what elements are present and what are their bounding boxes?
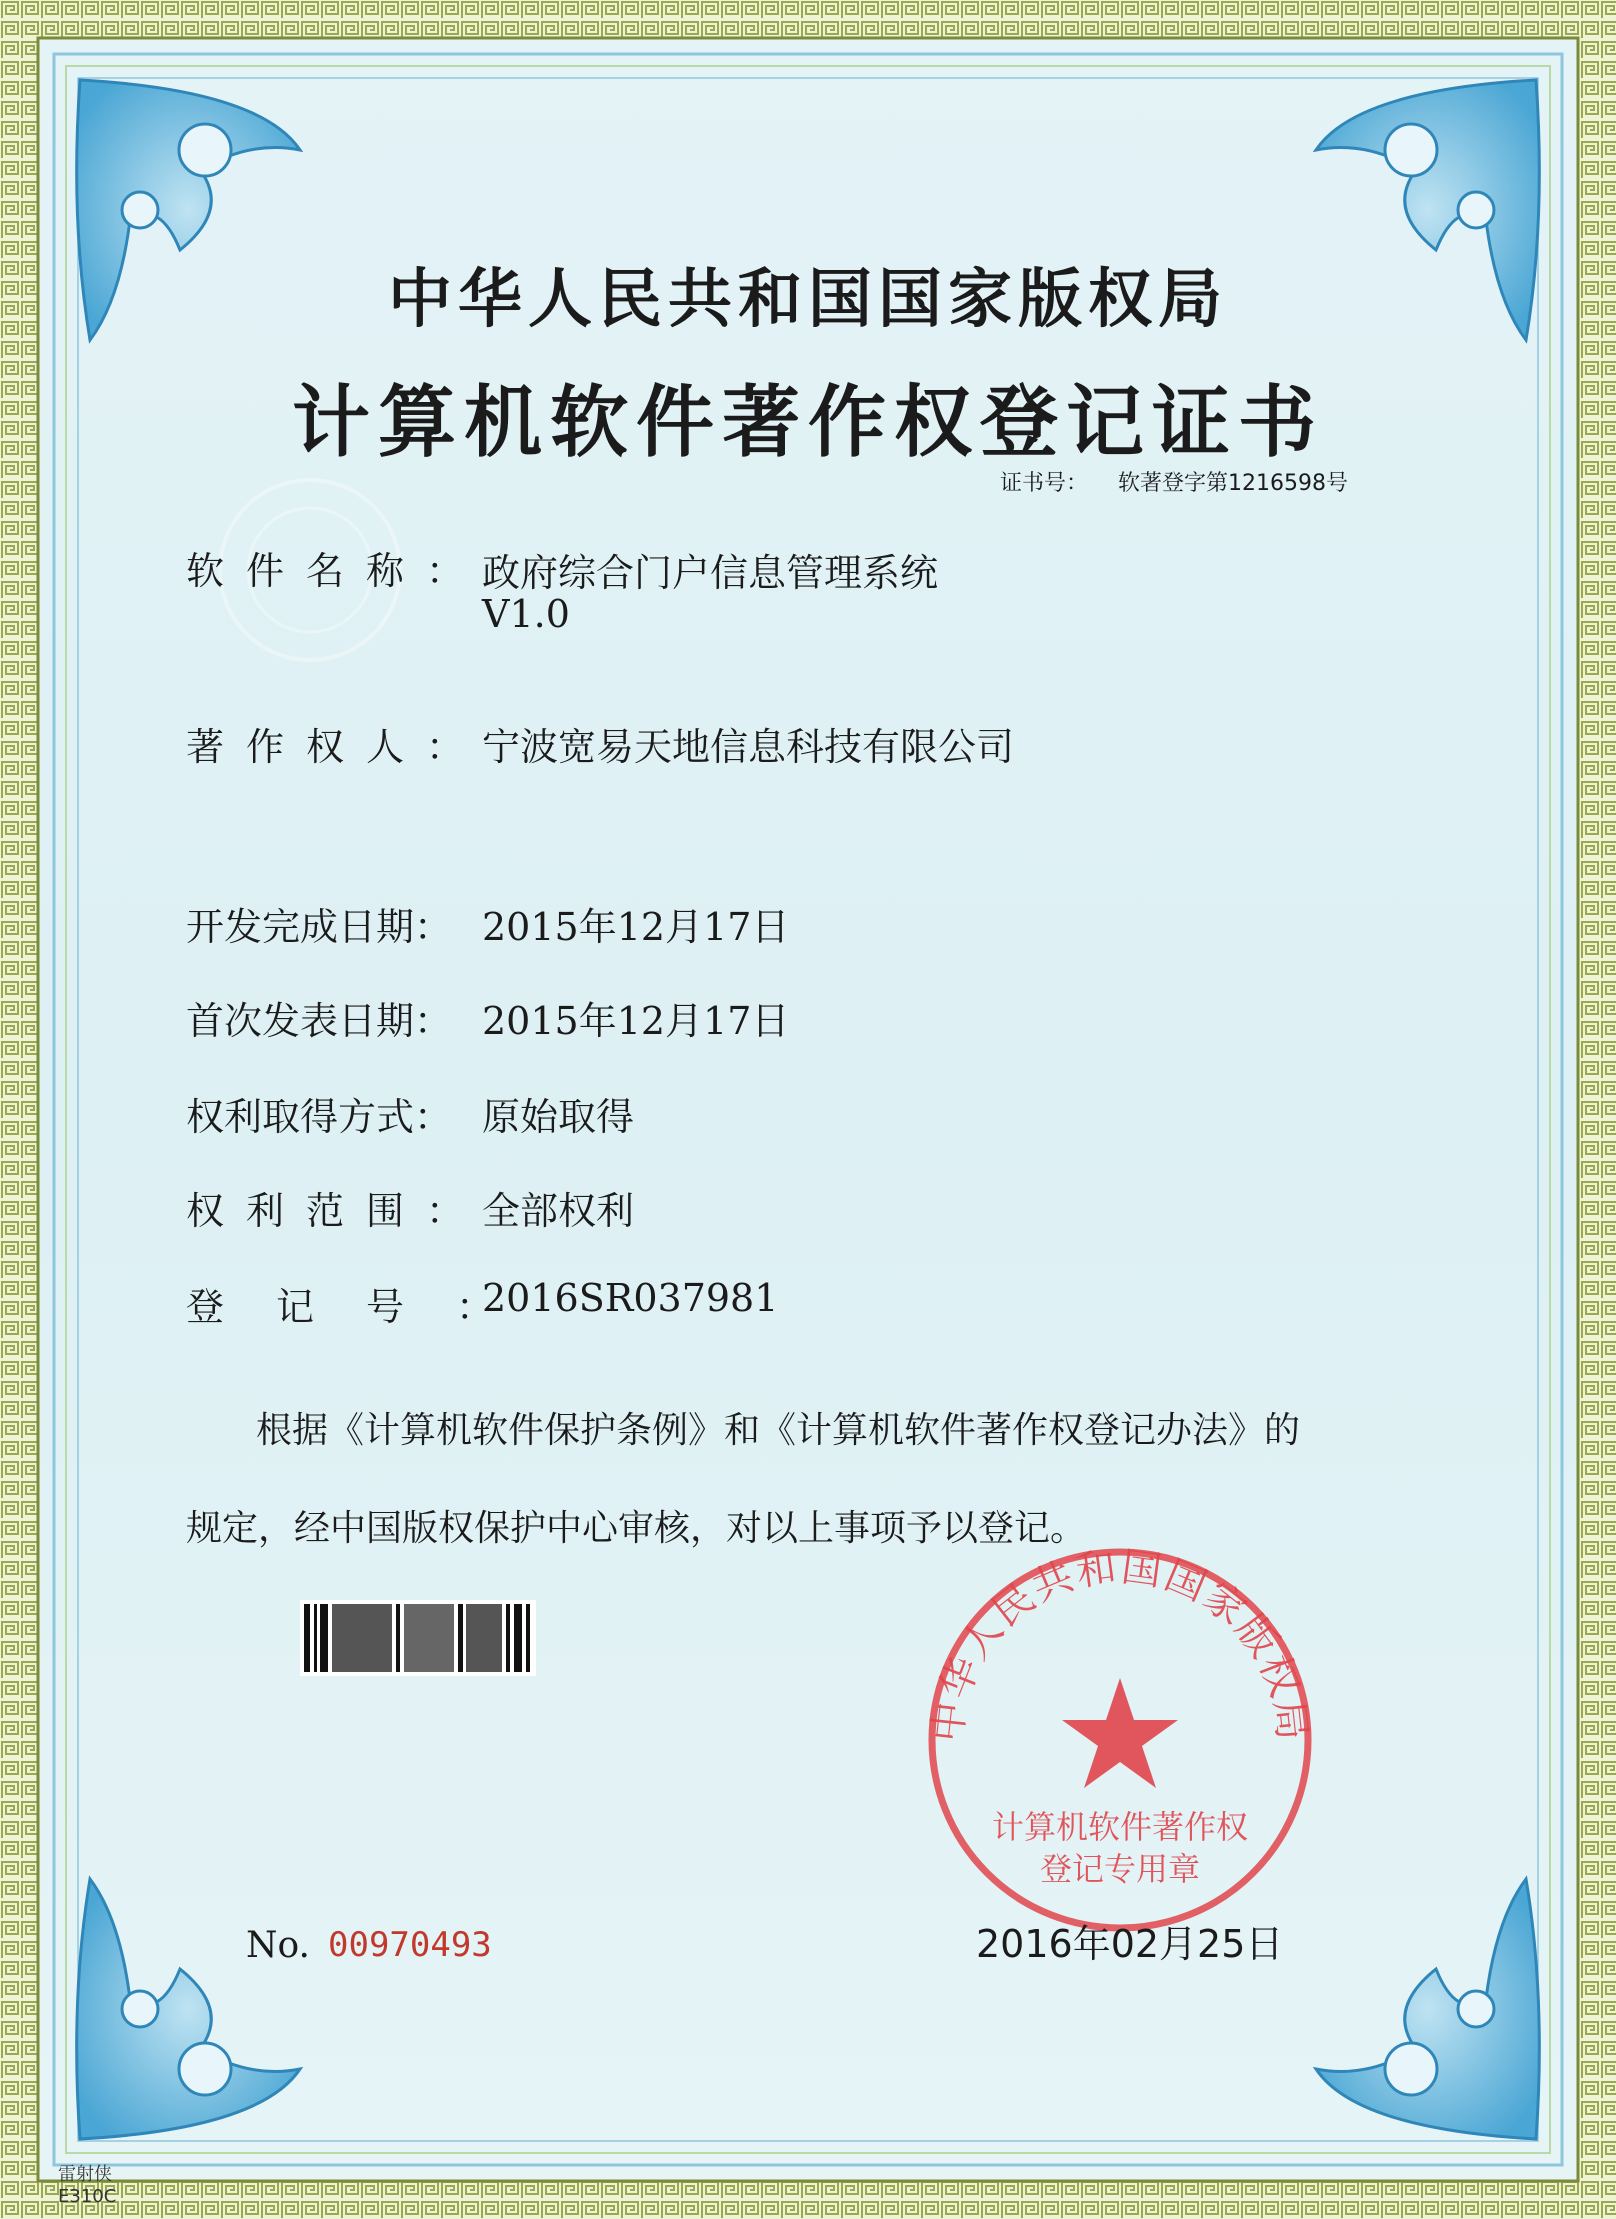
field-value-rights-scope: 全部权利 xyxy=(482,1189,635,1233)
seal-line1: 计算机软件著作权 xyxy=(991,1808,1249,1846)
certificate-number-label: 证书号： xyxy=(1000,471,1089,496)
statement-line2: 规定，经中国版权保护中心审核，对以上事项予以登记。 xyxy=(186,1508,1087,1549)
seal-star-icon xyxy=(1062,1678,1178,1788)
field-value-software-version: V1.0 xyxy=(482,592,570,636)
serial-label: No. xyxy=(246,1925,310,1966)
issuer: 中华人民共和国国家版权局 xyxy=(388,263,1228,337)
field-label-registration-number: 登记号： xyxy=(186,1285,547,1329)
field-label-completion-date: 开发完成日期： xyxy=(186,905,453,949)
statement-line1: 根据《计算机软件保护条例》和《计算机软件著作权登记办法》的 xyxy=(256,1410,1301,1451)
field-label-acquisition-method: 权利取得方式： xyxy=(186,1095,453,1139)
printer-code: E310C xyxy=(58,2186,117,2207)
corner-ornament-bottom-left-icon xyxy=(77,1879,300,2139)
field-value-publication-date: 2015年12月17日 xyxy=(482,999,790,1043)
field-label-copyright-owner: 著作权人： xyxy=(186,725,487,769)
certificate-number xyxy=(1000,466,1348,497)
field-value-registration-number: 2016SR037981 xyxy=(482,1276,779,1320)
field-label-software-name: 软件名称： xyxy=(186,549,487,593)
printer-mark: 雷射侠 xyxy=(58,2164,112,2185)
official-seal xyxy=(925,1544,1315,1928)
corner-ornament-bottom-right-icon xyxy=(1316,1879,1539,2139)
serial-number: 00970493 xyxy=(328,1925,492,1965)
field-label-rights-scope: 权利范围： xyxy=(186,1189,487,1233)
field-value-software-name: 政府综合门户信息管理系统 xyxy=(482,551,939,595)
field-value-completion-date: 2015年12月17日 xyxy=(482,905,790,949)
qr-barcode-icon xyxy=(300,1600,536,1676)
issue-date: 2016年02月25日 xyxy=(976,1922,1284,1966)
field-label-publication-date: 首次发表日期： xyxy=(186,999,453,1043)
certificate-number-value: 软著登字第1216598号 xyxy=(1118,471,1348,496)
field-value-acquisition-method: 原始取得 xyxy=(482,1095,635,1139)
seal-ring-text: 中华人民共和国国家版权局 xyxy=(924,1544,1316,1745)
field-value-copyright-owner: 宁波宽易天地信息科技有限公司 xyxy=(482,725,1015,769)
certificate-title: 计算机软件著作权登记证书 xyxy=(291,378,1324,468)
seal-line2: 登记专用章 xyxy=(1039,1850,1201,1888)
